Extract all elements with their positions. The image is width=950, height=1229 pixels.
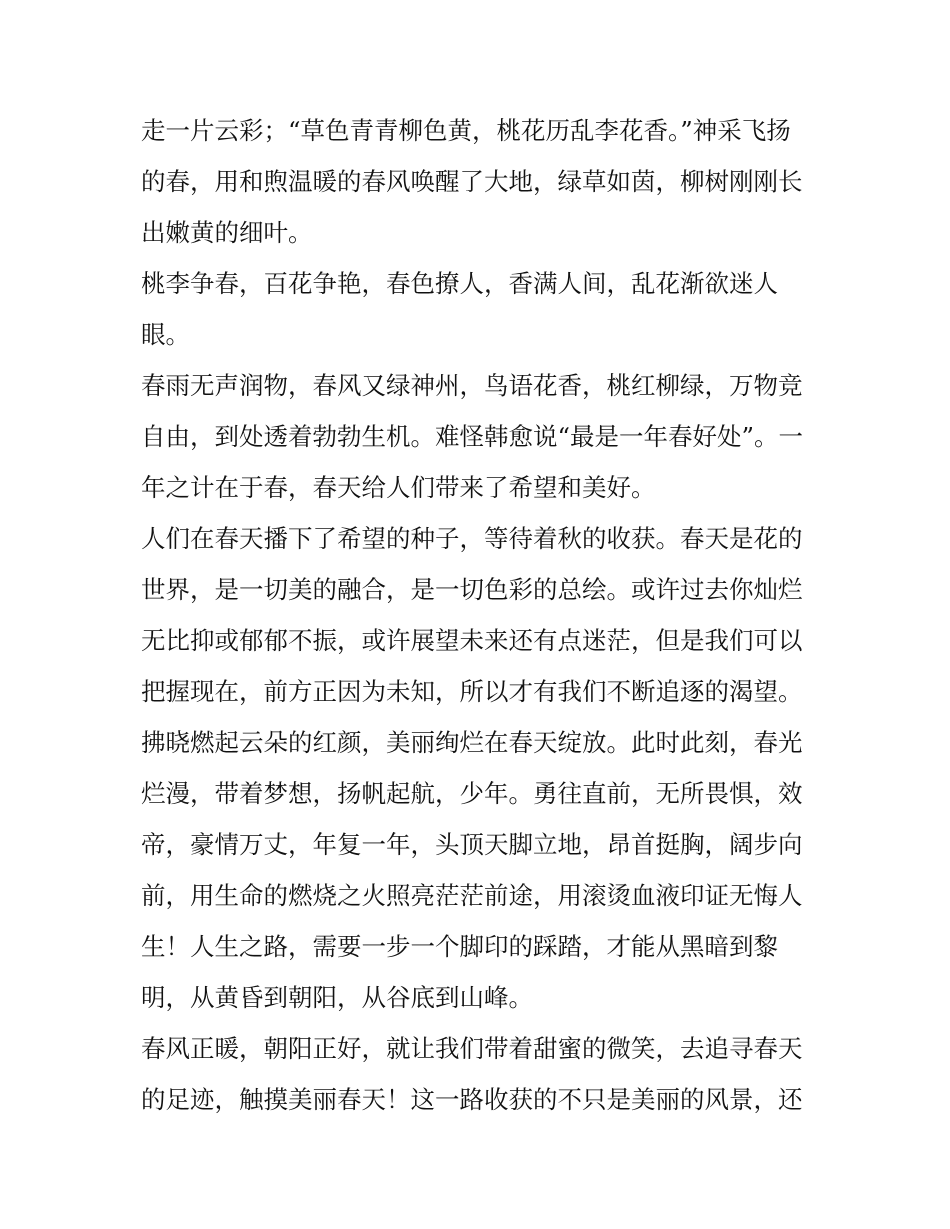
text-line: 自由，到处透着勃勃生机。难怪韩愈说“最是一年春好处”。一 — [141, 422, 804, 451]
text-line: 桃李争春，百花争艳，春色撩人，香满人间，乱花渐欲迷人 — [141, 269, 778, 298]
text-line: 世界，是一切美的融合，是一切色彩的总绘。或许过去你灿烂 — [141, 575, 803, 604]
paragraph-1 — [141, 105, 821, 258]
text-line: 明，从黄昏到朝阳，从谷底到山峰。 — [141, 983, 533, 1012]
text-line: 生！人生之路，需要一步一个脚印的踩踏，才能从黑暗到黎 — [141, 932, 778, 961]
paragraph-3 — [141, 360, 821, 513]
text-line: 的春，用和煦温暖的春风唤醒了大地，绿草如茵，柳树刚刚长 — [141, 167, 803, 196]
text-line: 人们在春天播下了希望的种子，等待着秋的收获。春天是花的 — [141, 524, 803, 553]
text-line: 烂漫，带着梦想，扬帆起航，少年。勇往直前，无所畏惧，效 — [141, 779, 803, 808]
text-line: 无比抑或郁郁不振，或许展望未来还有点迷茫，但是我们可以 — [141, 626, 803, 655]
text-line: 把握现在，前方正因为未知，所以才有我们不断追逐的渴望。 — [141, 677, 803, 706]
text-line: 出嫩黄的细叶。 — [141, 218, 313, 247]
text-line: 春雨无声润物，春风又绿神州，鸟语花香，桃红柳绿，万物竞 — [141, 371, 803, 400]
paragraph-4 — [141, 513, 821, 717]
text-line: 年之计在于春，春天给人们带来了希望和美好。 — [141, 473, 656, 502]
paragraph-6 — [141, 1023, 821, 1125]
paragraph-2 — [141, 258, 821, 360]
article-body — [141, 105, 821, 1125]
text-line: 走一片云彩；“草色青青柳色黄，桃花历乱李花香。”神采飞扬 — [141, 116, 791, 145]
text-line: 前，用生命的燃烧之火照亮茫茫前途，用滚烫血液印证无悔人 — [141, 881, 803, 910]
text-line: 的足迹，触摸美丽春天！这一路收获的不只是美丽的风景，还 — [141, 1085, 803, 1114]
text-line: 眼。 — [141, 320, 190, 349]
text-line: 春风正暖，朝阳正好，就让我们带着甜蜜的微笑，去追寻春天 — [141, 1034, 803, 1063]
text-line: 帝，豪情万丈，年复一年，头顶天脚立地，昂首挺胸，阔步向 — [141, 830, 803, 859]
text-line: 拂晓燃起云朵的红颜，美丽绚烂在春天绽放。此时此刻，春光 — [141, 728, 803, 757]
paragraph-5 — [141, 717, 821, 1023]
